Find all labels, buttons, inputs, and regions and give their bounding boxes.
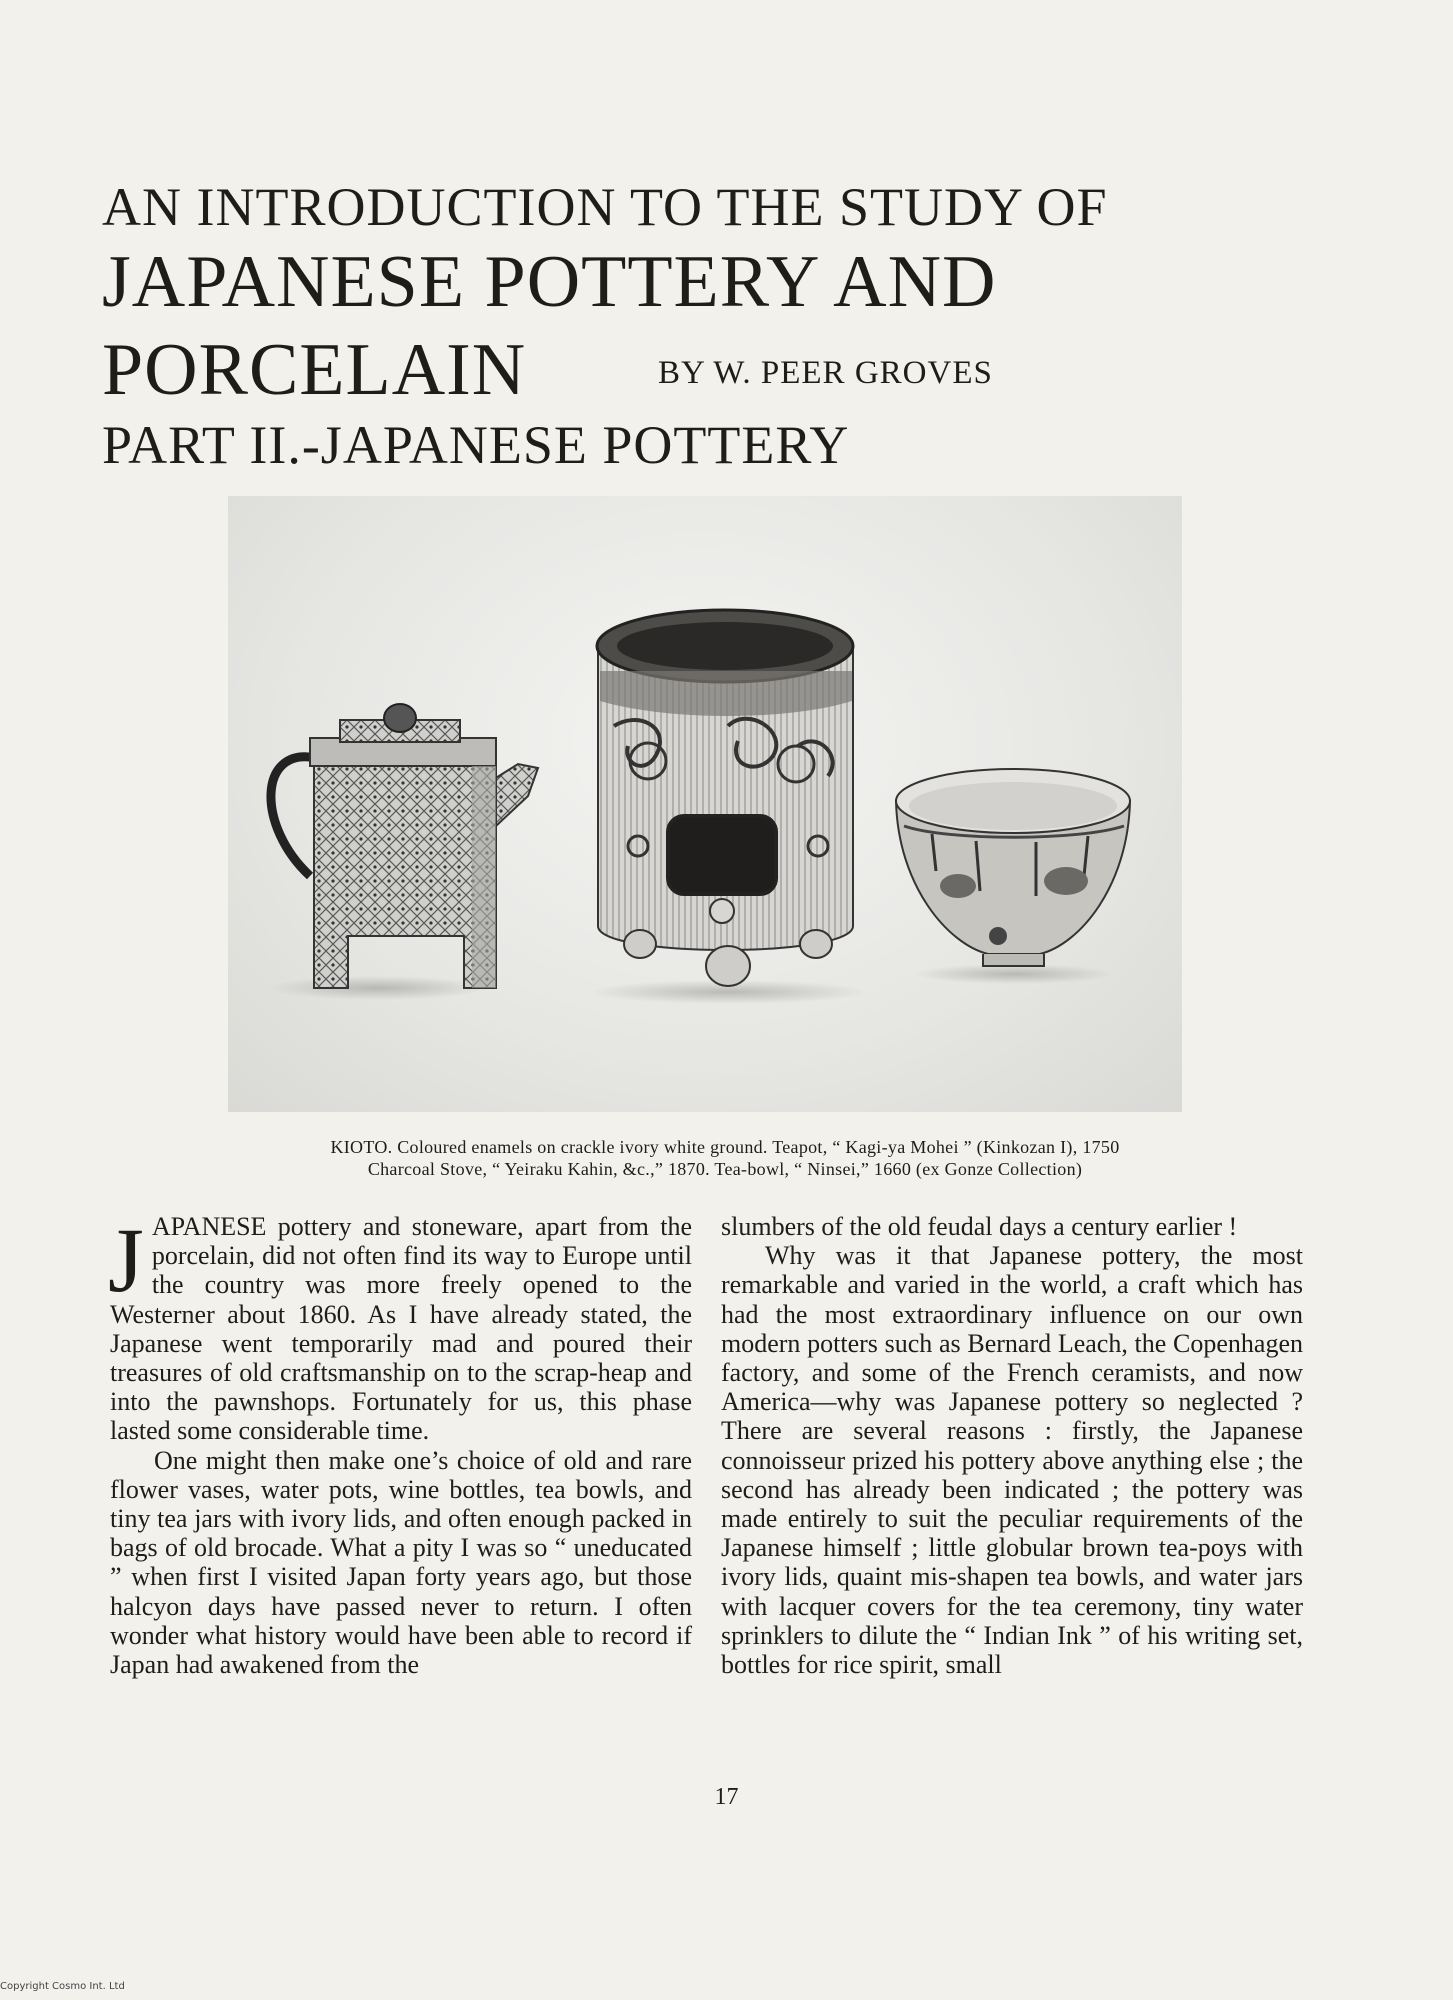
text-column-right [721, 1212, 1303, 1679]
part-heading: PART II.-JAPANESE POTTERY [102, 415, 850, 475]
teapot-illustration [268, 704, 538, 1000]
drop-cap: J [108, 1209, 144, 1311]
paragraph [108, 1209, 692, 1446]
pottery-photograph [228, 496, 1182, 1112]
paragraph-text: APANESE pottery and stoneware, apart from the porcelain, did not often find its way to Europe until the country was more freely opened to the Westerner about 1860. As I have already stated, the Japanese went temporarily mad and poured their treasures of old craftsmanship on to the scrap-heap and into the pawnshops. Fortunately for us, this phase lasted some considerable time. [110, 1212, 692, 1446]
page-number: 17 [714, 1784, 739, 1810]
figure-caption-line-1: KIOTO. Coloured enamels on crackle ivory white ground. Teapot, “ Kagi-ya Mohei ” (Kinkozan I), 1750 [330, 1137, 1120, 1157]
paragraph: Why was it that Japanese pottery, the most remarkable and varied in the world, a craft which has had the most extraordinary influence on our own modern potters such as Bernard Leach, the Copenhagen factory, and some of the French ceramists, and now America—why was Japanese pottery so neglected ? There are several reasons : firstly, the Japanese connoisseur prized his pottery above anything else ; the second has already been indicated ; the pottery was made entirely to suit the peculiar requirements of the Japanese himself ; little globular brown tea-poys with ivory lids, quaint mis-shapen tea bowls, and water jars with lacquer covers for the tea ceremony, tiny water sprinklers to dilute the “ Indian Ink ” of his writing set, bottles for rice spirit, small [721, 1241, 1303, 1680]
tea-bowl-illustration [896, 769, 1130, 984]
title-line-2: JAPANESE POTTERY AND [102, 241, 997, 323]
figure-caption-line-2: Charcoal Stove, “ Yeiraku Kahin, &c.,” 1870. Tea-bowl, “ Ninsei,” 1660 (ex Gonze Collection) [367, 1159, 1083, 1179]
author-byline: BY W. PEER GROVES [658, 355, 993, 391]
copyright-notice: Copyright Cosmo Int. Ltd [0, 1981, 125, 1992]
title-line-1: AN INTRODUCTION TO THE STUDY OF [102, 177, 1108, 237]
charcoal-stove-illustration [588, 610, 868, 1004]
title-line-3: PORCELAIN [102, 329, 527, 411]
paragraph: One might then make one’s choice of old and rare flower vases, water pots, wine bottles, tea bowls, and tiny tea jars with ivory lids, and often enough packed in bags of old brocade. What a pity I was so “ uneducated ” when first I visited Japan forty years ago, but those halcyon days have passed never to return. I often wonder what history would have been able to record if Japan had awakened from the [110, 1445, 692, 1680]
text-column-left [108, 1209, 692, 1680]
paragraph: slumbers of the old feudal days a century earlier ! [721, 1212, 1238, 1241]
